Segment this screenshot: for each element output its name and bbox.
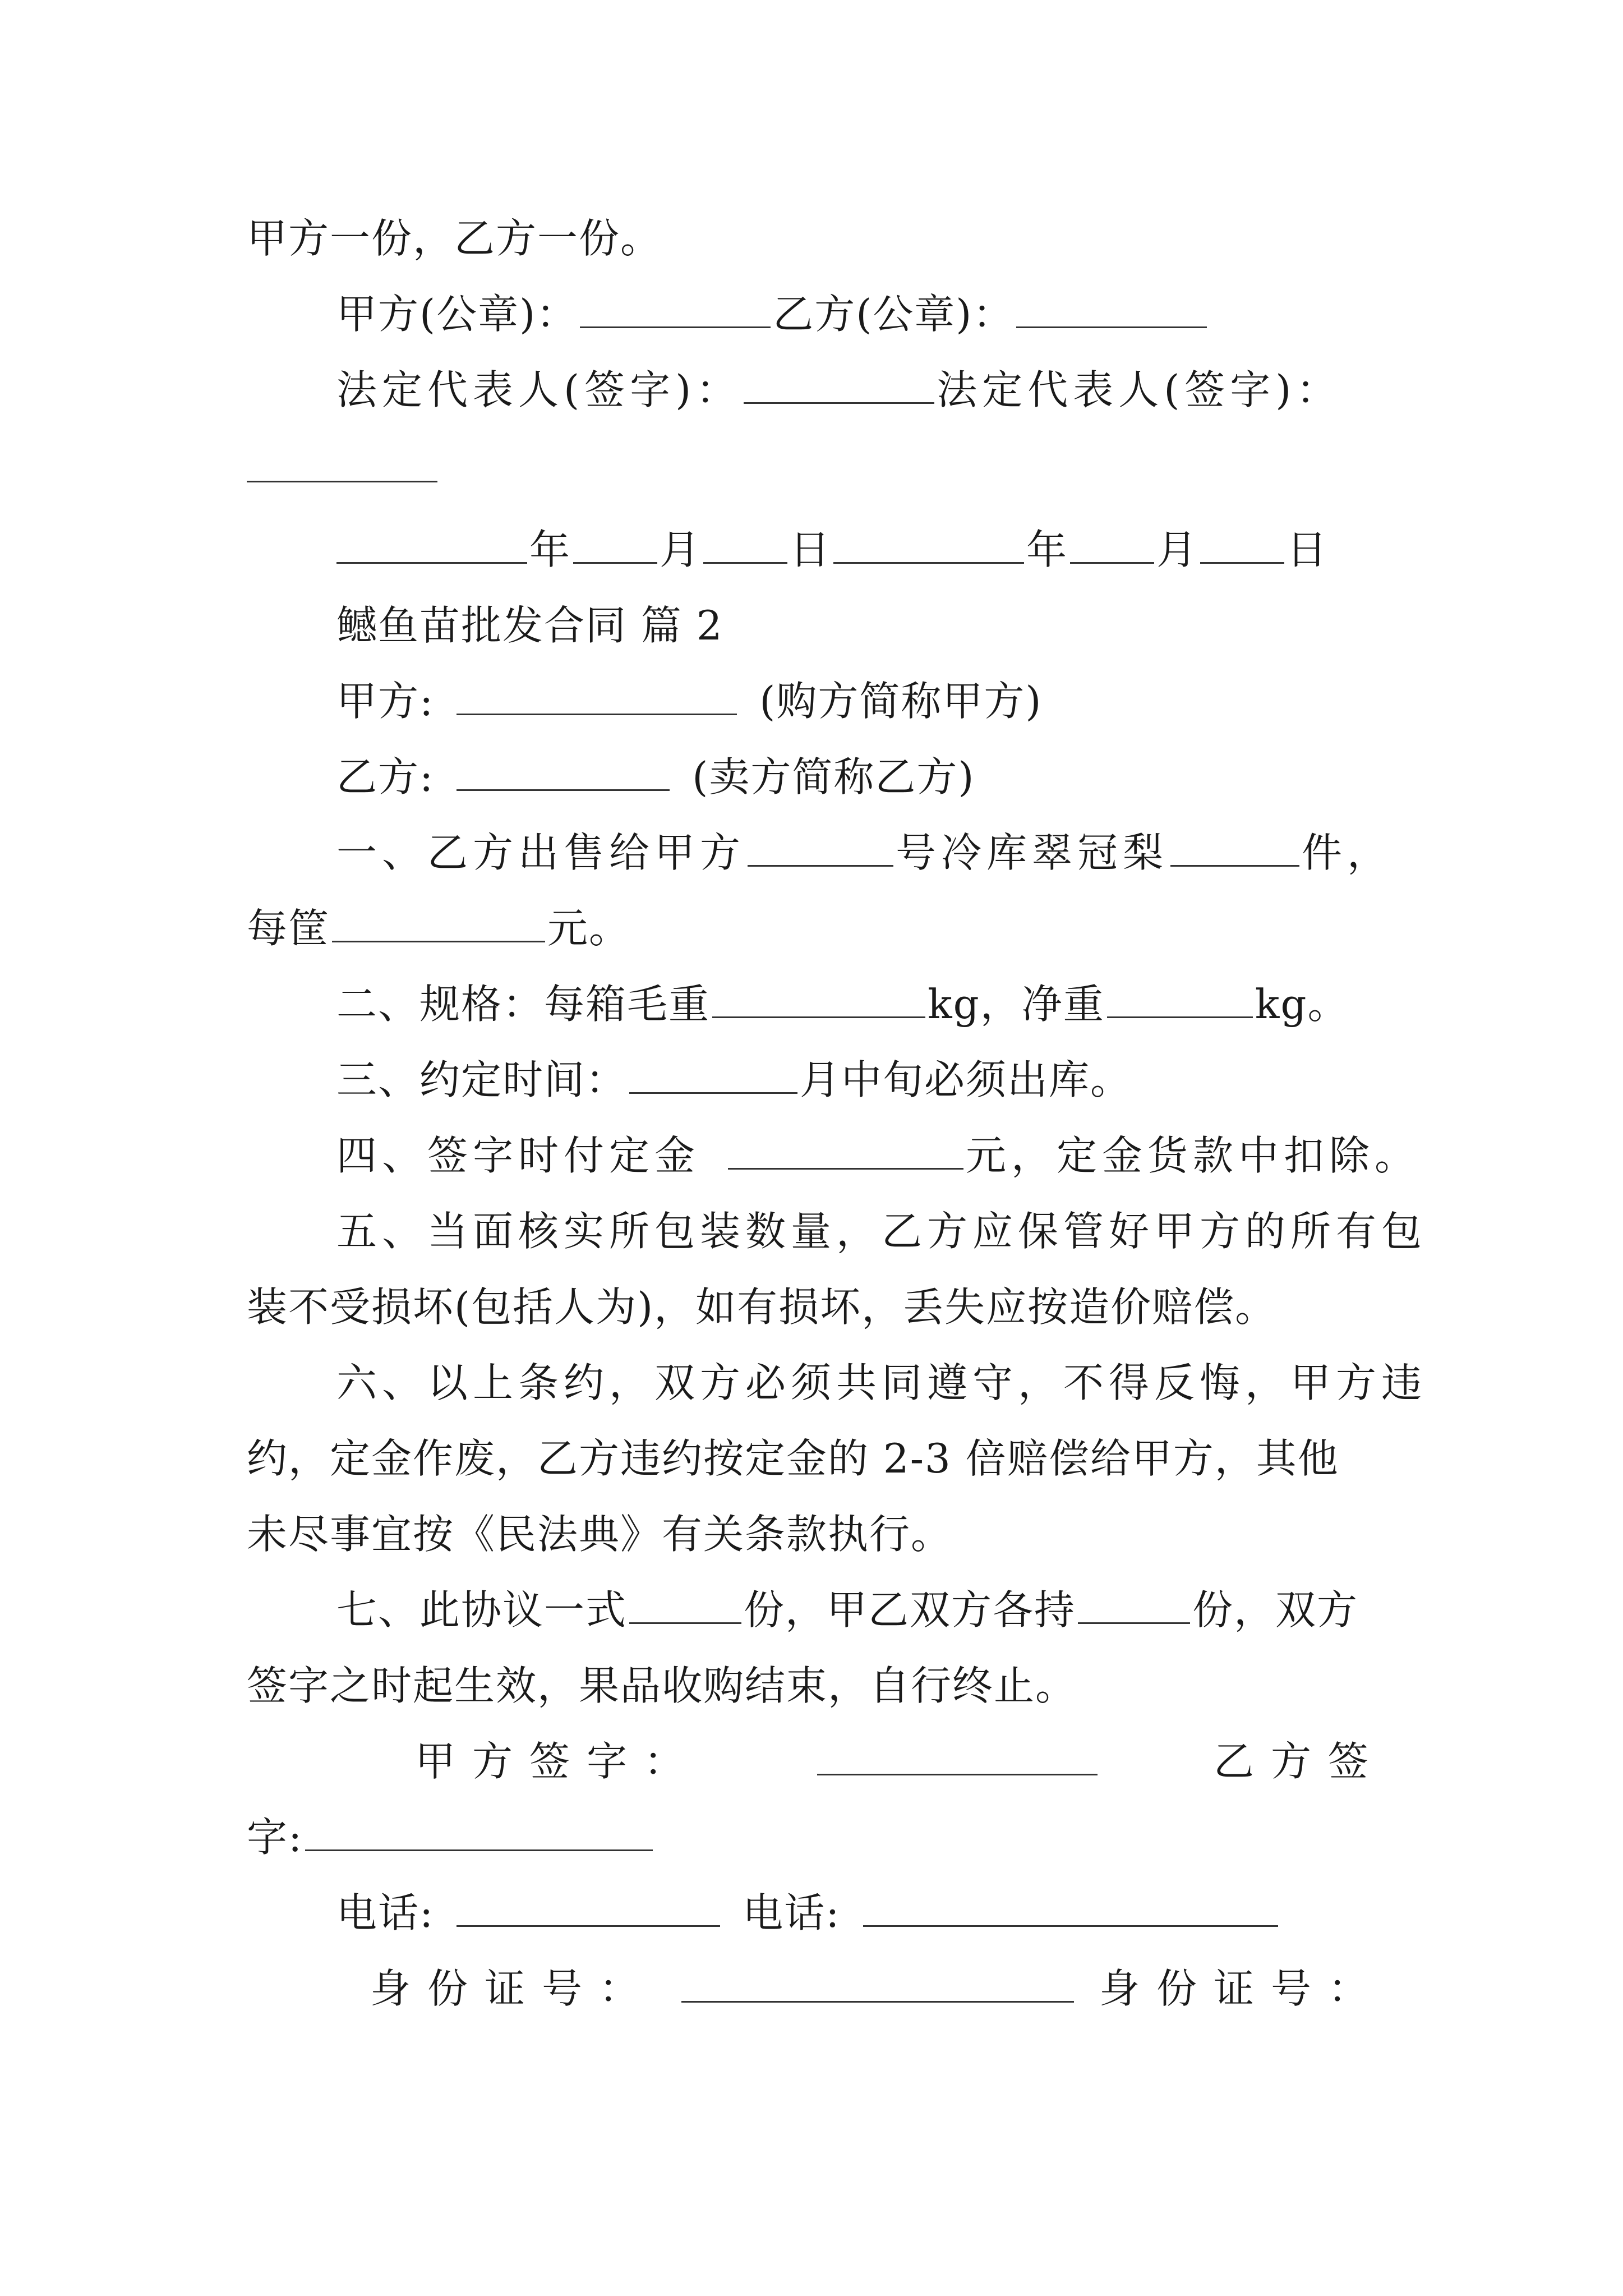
day-label: 日 — [1287, 526, 1329, 573]
clause-1-line — [336, 822, 1393, 884]
month-label: 月 — [660, 526, 702, 573]
clause-3-text: 月中旬必须出库。 — [800, 1056, 1132, 1103]
clause-1-text: 号冷库翠冠梨 — [896, 829, 1169, 876]
clause-5-text: 五、当面核实所包装数量，乙方应保管好甲方的所有包 — [336, 1208, 1427, 1255]
month-blank[interactable] — [629, 1053, 797, 1094]
sentence: 甲方一份，乙方一份。 — [247, 215, 662, 262]
party-b-note: (卖方简称乙方) — [692, 753, 975, 800]
party-a-sign-blank[interactable] — [817, 1734, 1098, 1775]
clause-7-line — [336, 1579, 1385, 1641]
signature-line — [415, 1731, 1385, 1792]
clause-5-continuation — [247, 1276, 1385, 1338]
legal-rep-line — [336, 359, 1385, 421]
cold-storage-number-blank[interactable] — [748, 826, 893, 867]
party-a-note: (购方简称甲方) — [759, 678, 1043, 725]
signature-continuation — [247, 1806, 1385, 1868]
clause-5-line — [336, 1200, 1427, 1262]
party-a-id-label: 身份证号： — [370, 1965, 657, 2012]
party-a-phone-label: 电话: — [336, 1889, 435, 1936]
party-a-rep-label: 法定代表人(签字)： — [336, 366, 742, 413]
clause-6-continuation — [247, 1428, 1385, 1489]
clause-4-line — [336, 1125, 1421, 1186]
copies-total-blank[interactable] — [629, 1583, 741, 1624]
party-b-rep-blank[interactable] — [247, 441, 437, 482]
copies-each-blank[interactable] — [1078, 1583, 1190, 1624]
clause-7-continuation — [247, 1655, 1385, 1717]
date-a-day-blank[interactable] — [703, 523, 787, 564]
clause-1-text: 件， — [1302, 829, 1393, 876]
clause-6-continuation — [247, 1503, 1385, 1565]
date-b-year-blank[interactable] — [833, 523, 1024, 564]
deposit-blank[interactable] — [728, 1129, 963, 1170]
party-a-seal-label: 甲方(公章)： — [336, 291, 578, 338]
clause-2-text: 二、规格：每箱毛重 — [336, 981, 711, 1028]
seal-line — [336, 283, 1385, 345]
clause-1-continuation — [247, 898, 1385, 959]
party-b-line — [336, 746, 1385, 808]
section-title — [336, 595, 1385, 656]
party-b-label: 乙方: — [336, 753, 435, 800]
legal-rep-continuation — [247, 438, 1385, 499]
party-b-sign-label: 字: — [247, 1814, 303, 1861]
party-b-sign-blank[interactable] — [305, 1810, 653, 1851]
party-b-seal-label: 乙方(公章)： — [773, 291, 1015, 338]
party-b-sign-label: 乙方签 — [1213, 1738, 1385, 1785]
clause-3-text: 三、约定时间： — [336, 1056, 628, 1103]
id-number-line — [370, 1958, 1385, 2019]
party-a-id-blank[interactable] — [681, 1962, 1074, 2003]
party-b-id-label: 身份证号： — [1099, 1965, 1385, 2012]
clause-6-text: 未尽事宜按《民法典》有关条款执行。 — [247, 1511, 953, 1558]
year-label: 年 — [529, 526, 571, 573]
party-a-label: 甲方: — [336, 678, 435, 725]
clause-3-line — [336, 1049, 1385, 1111]
party-b-seal-blank[interactable] — [1016, 287, 1207, 328]
clause-2-text: kg。 — [1255, 981, 1349, 1028]
clause-6-text: 六、以上条约，双方必须共同遵守，不得反悔，甲方违 — [336, 1359, 1427, 1406]
gross-weight-blank[interactable] — [712, 977, 925, 1018]
clause-6-text: 约，定金作废，乙方违约按定金的 2-3 倍赔偿给甲方，其他 — [247, 1435, 1339, 1482]
date-a-year-blank[interactable] — [336, 523, 527, 564]
day-label: 日 — [790, 526, 832, 573]
party-a-line — [336, 670, 1385, 732]
date-b-day-blank[interactable] — [1200, 523, 1284, 564]
net-weight-blank[interactable] — [1107, 977, 1253, 1018]
month-label: 月 — [1156, 526, 1198, 573]
text-line — [247, 208, 1385, 269]
date-line — [336, 519, 1385, 581]
date-a-month-blank[interactable] — [573, 523, 657, 564]
clause-4-text: 元，定金货款中扣除。 — [966, 1132, 1421, 1179]
party-a-phone-blank[interactable] — [457, 1886, 720, 1927]
clause-7-text: 签字之时起生效，果品收购结束，自行终止。 — [247, 1662, 1077, 1709]
party-b-phone-label: 电话: — [743, 1889, 841, 1936]
contract-title: 鳡鱼苗批发合同 篇 2 — [336, 602, 723, 649]
clause-5-text: 装不受损坏(包括人为)，如有损坏，丢失应按造价赔偿。 — [247, 1283, 1277, 1331]
clause-2-line — [336, 973, 1385, 1035]
clause-7-text: 份，甲乙双方各持 — [744, 1586, 1076, 1634]
quantity-blank[interactable] — [1170, 826, 1299, 867]
clause-6-line — [336, 1352, 1427, 1414]
party-b-rep-label: 法定代表人(签字)： — [937, 366, 1342, 413]
party-a-rep-blank[interactable] — [744, 363, 934, 404]
clause-2-text: kg，净重 — [928, 981, 1105, 1028]
clause-1-text: 每筐 — [247, 905, 330, 952]
clause-7-text: 份，双方 — [1192, 1586, 1359, 1634]
phone-line — [336, 1882, 1385, 1944]
party-a-seal-blank[interactable] — [580, 287, 771, 328]
year-label: 年 — [1026, 526, 1068, 573]
clause-1-text: 元。 — [547, 905, 631, 952]
clause-7-text: 七、此协议一式 — [336, 1586, 628, 1634]
price-per-basket-blank[interactable] — [332, 901, 545, 942]
party-b-phone-blank[interactable] — [863, 1886, 1278, 1927]
date-b-month-blank[interactable] — [1070, 523, 1154, 564]
party-b-blank[interactable] — [457, 750, 670, 791]
party-a-blank[interactable] — [457, 674, 737, 715]
party-a-sign-label: 甲方签字： — [415, 1738, 702, 1785]
clause-1-text: 一、乙方出售给甲方 — [336, 829, 746, 876]
clause-4-text: 四、签字时付定金 — [336, 1132, 700, 1179]
